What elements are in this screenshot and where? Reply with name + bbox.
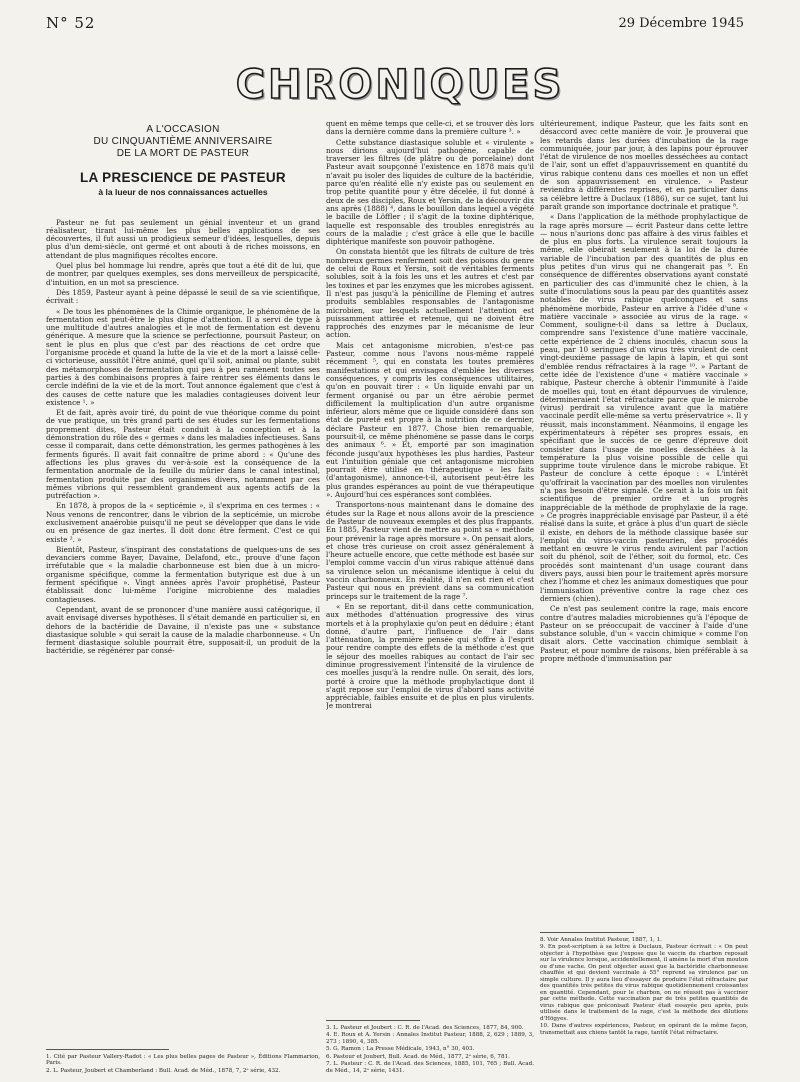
paragraph: On constata bientôt que les filtrats de culture de très nombreux germes renferment soit des poisons du genre de celui de Roux et Yersin, soit de véritables ferments solubles, soit à la fois les uns et les autres et c'est par les toxines et par les enzymes que les microbes agissent. Il n'est pas jusqu'à la pénicilline de Fleming et autres produits semblables responsables de l'antagonisme microbien, sur lesquels actuellement l'attention est puissamment attirée et retenue, qui ne doivent être rapprochés des enzymes par le mécanisme de leur action. [326, 247, 534, 340]
footnote: 8. Voir Annales Institut Pasteur, 1887, 1, 1. [540, 936, 662, 943]
occasion-line-2: DU CINQUANTIÈME ANNIVERSAIRE [93, 136, 273, 147]
paragraph: « De tous les phénomènes de la Chimie organique, le phénomène de la fermentation est peut-être le plus digne d'attention. Il a servi de type à une multitude d'autres analogies et le mot de fermentation est devenu générique. A mesure que la science se perfectionne, poursuit Pasteur, on sent le plus en plus que c'est par des réactions de cet ordre que l'organisme procède et quand la lutte de la vie et de la mort a laissé celle-ci victorieuse, aussitôt l'être animé, quel qu'il soit, animal ou plante, subit des métamorphoses de fermentation qui peu à peu ramènent toutes ses parties à des combinaisons propres à faire rentrer ses éléments dans le cercle indéfini de la vie et de la mort. Tout annonce également que c'est à des causes de cette nature que les maladies contagieuses doivent leur existence ¹. » [46, 306, 320, 407]
footnote: 4. E. Roux et A. Yersin : Annales Institut Pasteur, 1888, 2, 629 ; 1889, 3, 273 ; 1890, 4, 385. [326, 1032, 534, 1045]
footnote: 10. Dans d'autres expériences, Pasteur, en opérant de la même façon, transmettait aux chiens tantôt la rage, tantôt l'état réfractaire. [540, 1023, 748, 1036]
footnotes [46, 1043, 320, 1076]
paragraph: Transportons-nous maintenant dans le domaine des études sur la Rage et nous allons avoir de la prescience de Pasteur de nouveaux exemples et des plus frappants. En 1885, Pasteur vient de mettre au point sa « méthode pour prévenir la rage après morsure ». On pensait alors, et chose très curieuse on croit assez généralement à l'heure actuelle encore, que cette méthode est basée sur l'emploi comme vaccin d'un virus rabique atténué dans sa virulence selon un mécanisme identique à celui du vaccin charbonneux. En réalité, il n'en est rien et c'est Pasteur qui nous en prévient dans sa communication princeps sur le traitement de la rage ⁷. [326, 500, 534, 601]
article-column-1 [46, 120, 320, 1075]
paragraph: Mais cet antagonisme microbien, n'est-ce pas Pasteur, comme nous l'avons nous-même rappelé récemment ⁵, qui en constata les toutes premières manifestations et qui envisagea d'emblée les diverses conséquences, y compris les conséquences utilitaires, qu'on en pouvait tirer : « Un liquide envahi par un ferment organisé ou par un être aérobie permet difficilement la multiplication d'un autre organisme inférieur, alors même que ce liquide considéré dans son état de pureté est propre à la nutrition de ce dernier, déclare Pasteur en 1877. Chose bien remarquable, poursuit-il, ce même phénomène se passe dans le corps des animaux ⁶. » Et, emporté par son imagination féconde jusqu'aux hypothèses les plus hardies, Pasteur eut l'intuition géniale que cet antagonisme microbien pourrait être utilisé en thérapeutique « les faits (d'antagonisme), annonce-t-il, autorisent peut-être les plus grandes espérances au point de vue thérapeutique ». Aujourd'hui ces espérances sont comblées. [326, 340, 534, 500]
footnote-rule [46, 1049, 169, 1050]
article-column-2 [326, 120, 534, 1075]
issue-date: 29 Décembre 1945 [618, 16, 744, 31]
masthead-title: CHRONIQUES [235, 62, 565, 108]
article-column-3 [540, 120, 748, 1075]
paragraph: quent en même temps que celle-ci, et se trouver dès lors dans la dernière comme dans la première culture ³. » [326, 120, 534, 137]
occasion-line-3: DE LA MORT DE PASTEUR [116, 148, 250, 159]
paragraph: En 1878, à propos de la « septicémie », il s'exprima en ces termes : « Nous venons de rencontrer, dans le vibrion de la septicémie, un microbe exclusivement anaérobie puisqu'il ne peut se développer que dans le vide ou en présence de gaz inertes. Il doit donc être ferment. C'est ce qui existe ². » [46, 501, 320, 544]
paragraph: ultérieurement, indique Pasteur, que les faits sont en désaccord avec cette manière de voir. Je prouverai que les retards dans les durées d'incubation de la rage communiquée, jour par jour, à des lapins pour éprouver l'état de virulence de nos moelles desséchées au contact de l'air, sont un effet d'appauvrissement en quantité du virus rabique contenu dans ces moelles et non un effet de son appauvrissement en virulence. » Pasteur reviendra à différentes reprises, et en particulier dans sa célèbre lettre à Duclaux (1886), sur ce sujet, tant lui paraît grande son importance doctrinale et pratique ⁸. [540, 120, 748, 211]
paragraph: Dès 1859, Pasteur ayant à peine dépassé le seuil de sa vie scientifique, écrivait : [46, 287, 320, 306]
footnote-rule [540, 932, 634, 933]
footnotes [326, 1014, 534, 1076]
footnote: 7. L. Pasteur : C. R. de l'Acad. des Sciences, 1885, 101, 765 ; Bull. Acad. de Méd., 14, 2ᵉ série, 1431. [326, 1061, 534, 1074]
paragraph: « En se reportant, dit-il dans cette communication, aux méthodes d'atténuation progressive des virus mortels et à la prophylaxie qu'on peut en déduire ; étant donné, d'autre part, l'influence de l'air dans l'atténuation, la première pensée qui s'offre à l'esprit pour rendre compte des effets de la méthode c'est que le séjour des moelles rabiques au contact de l'air sec diminue progressivement l'intensité de la virulence de ces moelles jusqu'à la rendre nulle. On serait, dès lors, porté à croire que la méthode prophylactique dont il s'agit repose sur l'emploi de virus d'abord sans activité appréciable, faibles ensuite et de plus en plus virulents. Je montrerai [326, 601, 534, 711]
paragraph: Quel plus bel hommage lui rendre, après que tout a été dit de lui, que de montrer, par quelques exemples, ses dons merveilleux de perspicacité, d'intuition, en un mot sa prescience. [46, 261, 320, 287]
paragraph: Ce n'est pas seulement contre la rage, mais encore contre d'autres maladies microbiennes qu'à l'époque de Pasteur on se préoccupait de vacciner à l'aide d'une substance soluble, d'un « vaccin chimique » comme l'on disait alors. Cette vaccination chimique semblait à Pasteur, et pour nombre de raisons, bien préférable à sa propre méthode d'immunisation par [540, 604, 748, 663]
paragraph: Cependant, avant de se prononcer d'une manière aussi catégorique, il avait envisagé diverses hypothèses. Il s'était demandé en particulier si, en dehors de la bactéridie de Davaine, il n'existe pas une « substance diastasique soluble » qui serait la cause de la maladie charbonneuse. « Un ferment diastasique soluble pourrait être, supposait-il, un produit de la bactéridie, se régénérer par consé- [46, 604, 320, 656]
paragraph: Et de fait, après avoir tiré, du point de vue théorique comme du point de vue pratique, un très grand parti de ses études sur les fermentations proprement dites, Pasteur était conduit à la conception et à la démonstration du rôle des « germes » dans les maladies infectieuses. Sans cesse il comparait, dans cette démonstration, les germes pathogènes à les ferments figurés. Il avait fait connaître de prime abord : « Qu'une des affections les plus graves du ver-à-soie est la conséquence de la fermentation anormale de la feuille du mûrier dans le canal intestinal, fermentation produite par des organismes divers, notamment par ces mêmes vibrions qui ressemblent grandement aux agents actifs de la putréfaction ». [46, 408, 320, 501]
paragraph: Pasteur ne fut pas seulement un génial inventeur et un grand réalisateur, tirant lui-même les plus belles applications de ses découvertes, il fut aussi un prodigieux semeur d'idées, lesquelles, depuis plus d'un demi-siècle, ont germé et ont abouti à de riches moissons, en attendant de plus magnifiques récoltes encore. [46, 217, 320, 260]
issue-number: N° 52 [46, 14, 96, 32]
footnotes [540, 926, 748, 1038]
paragraph: Cette substance diastasique soluble et « virulente » nous dirions aujourd'hui pathogène, capable de traverser les filtres (de plâtre ou de porcelaine) dont Pasteur avait soupçonné l'existence en 1878 mais qu'il n'avait pu isoler des liquides de culture de la bactéridie, parce qu'en réalité elle n'y existe pas ou seulement en trop petite quantité pour y être décelée, il fut donné à deux de ses disciples, Roux et Yersin, de la découvrir dix ans après (1888) ⁴, dans le bouillon dans lequel a végété le bacille de Löffler ; il s'agit de la toxine diphtérique, laquelle est responsable des troubles enregistrés au cours de la maladie ; c'est grâce à elle que le bacille diphtérique manifeste son pouvoir pathogène. [326, 137, 534, 247]
occasion-heading [46, 124, 320, 160]
paragraph: « Dans l'application de la méthode prophylactique de la rage après morsure — écrit Pasteur dans cette lettre — nous n'aurions donc pas affaire à des virus faibles et de plus en plus forts. La virulence serait toujours la même, elle obéirait seulement à la loi de la durée variable de l'incubation par des quantités de plus en plus petites d'un virus qui ne changerait pas ⁹. En conséquence de différentes observations ayant constaté en particulier des cas d'immunité chez le chien, à la suite d'inoculations sous la peau par des quantités assez notables de virus rabique quelconques et sans phénomène morbide, Pasteur en arrive à l'idée d'une « matière vaccinale » associée au virus de la rage. « Comment, souligne-t-il dans sa lettre à Duclaux, comprendre sans l'existence d'une matière vaccinale, cette expérience de 2 chiens inoculés, chacun sous la peau, par 10 seringues d'un virus très virulent de cent vingt-deuxième passage de lapin à lapin, et qui sont d'emblée rendus réfractaires à la rage ¹⁰. » Partant de cette idée de l'existence d'une « matière vaccinale » rabique, Pasteur cherche à obtenir l'immunité à l'aide de moelles qui, tout en étant dépourvues de virulence, détermineraient l'état réfractaire parce que le microbe (virus) perdrait sa virulence avant que la matière vaccinale perdît elle-même sa vertu préservatrice ». Il y réussit, mais inconstamment. Néanmoins, il engage les expérimentateurs à répéter ses propres essais, en spécifiant que le succès de ce genre d'épreuve doit consister dans l'usage de moelles desséchées à la température la plus voisine possible de celle qui supprime toute virulence dans le microbe rabique. Et Pasteur de conclure à cette époque : « L'intérêt qu'offrirait la vaccination par des moelles non virulentes n'a pas besoin d'être signalé. Ce serait à la fois un fait scientifique de premier ordre et un progrès inappréciable de la méthode de prophylaxie de la rage. » Ce progrès inappréciable envisagé par Pasteur, il a été réalisé dans la suite, et grâce à plus d'un quart de siècle il existe, en dehors de la méthode classique basée sur l'emploi du virus-vaccin pasteurien, des procédés mettant en œuvre le virus rendu avirulent par l'action soit du phénol, soit de l'éther, soit du formol, etc. Ces procédés sont maintenant d'un usage courant dans divers pays, aussi bien pour le traitement après morsure chez l'homme et chez les animaux domestiques que pour l'immunisation préventive contre la rage chez ces derniers (chien). [540, 212, 748, 603]
footnote: 6. Pasteur et Joubert, Bull. Acad. de Méd., 1877, 2ᵉ série, 6, 781. [326, 1053, 510, 1060]
footnote: 2. L. Pasteur, Joubert et Chamberland : Bull. Acad. de Méd., 1878, 7, 2ᵉ série, 432. [46, 1067, 281, 1074]
footnote-rule [326, 1020, 420, 1021]
footnote: 9. En post-scriptum à sa lettre à Duclaux, Pasteur écrivait : « On peut objecter à l'hypothèse que j'expose que le vaccin du charbon reposait sur la virulence lorsque, accidentellement, il amène la mort d'un mouton ou d'une vache. On peut objecter aussi que la bactéridie charbonneuse chauffée et qui devient vaccinale à 55° reprend sa virulence par un simple culture. Il y aura lieu d'essayer de produire l'état réfractaire par des quantités très petites du virus rabique quotidiennement croissantes en quantité. Cependant, pour le charbon, on ne réussit pas à vacciner par cette méthode. Cette vaccination par de très petites quantités de virus rabique que préconisait Pasteur était essayée peu après, puis utilisée dans le traitement de la rage, c'est la méthode des dilutions d'Högyes. [540, 944, 748, 1022]
footnote: 5. G. Ramon : La Presse Médicale, 1943, n° 30, 403. [326, 1046, 475, 1052]
article-title: LA PRESCIENCE DE PASTEUR [80, 170, 286, 185]
footnote: 3. L. Pasteur et Joubert : C. R. de l'Acad. des Sciences, 1877, 84, 900. [326, 1024, 524, 1031]
footnote: 1. Cité par Pasteur Vallery-Radot : « Les plus belles pages de Pasteur », Éditions Flammarion, Paris. [46, 1053, 320, 1066]
occasion-line-1: A L'OCCASION [146, 124, 220, 135]
paragraph: Bientôt, Pasteur, s'inspirant des constatations de quelques-uns de ses devanciers comme Bayer, Davaine, Delafond, etc., prouve d'une façon irréfutable que « la maladie charbonneuse est bien due à un micro-organisme spécifique, comme la fermentation butyrique est due à un ferment spécifique ». Vingt années après l'avoir prophétisé, Pasteur établissait donc lui-même l'origine microbienne des maladies contagieuses. [46, 544, 320, 604]
article-subtitle: à la lueur de nos connaissances actuelles [98, 187, 268, 198]
